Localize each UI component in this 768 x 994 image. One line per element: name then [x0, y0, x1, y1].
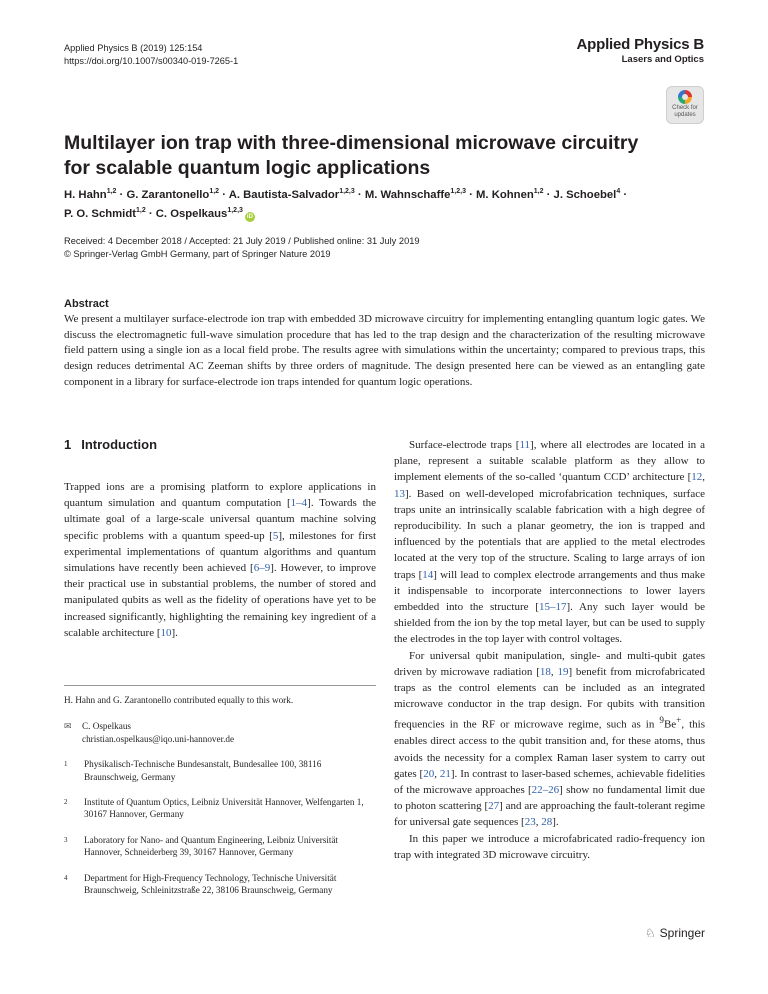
citation-link[interactable]: 27 [488, 800, 500, 813]
citation-link[interactable]: 12 [691, 471, 703, 484]
publication-history: Received: 4 December 2018 / Accepted: 21 July 2019 / Published online: 31 July 2019 [64, 236, 420, 246]
section-number: 1 [64, 437, 72, 452]
contact-name: C. Ospelkaus [82, 721, 131, 732]
publisher-logo [645, 926, 705, 940]
check-for-updates-label: Check for updates [672, 105, 698, 118]
publisher-name: Springer [659, 926, 705, 940]
publication-dates [64, 235, 420, 260]
citation-link[interactable]: 23 [524, 816, 536, 829]
citation-link[interactable]: 5 [272, 529, 279, 542]
author-list: H. Hahn$^{1,2}$ · G. Zarantonello$^{1,2}$ · A. Bautista-Salvador$^{1,2,3}$ · M. Wahnschaffe$^{1,2,3}$ · M. Kohnen$^{1,2}$ · J. Schoebel$^4$ · P. O. Schmidt$^{1,2}$ · C. Ospelkaus$^{1,2,3}$iD [64, 188, 628, 220]
citation-link[interactable]: 18 [539, 665, 551, 678]
springer-horse-icon: ♘ [644, 926, 656, 940]
paragraph: Surface-electrode traps [11], where all electrodes are located in a plane, represent a suitable scalable platform as they allow to implement elements of the so-called ‘quantum CCD’ architecture [12, 13]. Based on well-developed microfabrication techniques, surface traps unite an intrinsically scalable fabrication with a high degree of reproducibility. In such a planar geometry, the ion is trapped and influenced by the potentials that are applied to the metal electrodes located at the very top of the structure. Scaling to large arrays of ion traps [14] will lead to complex electrode arrangements and thus make it indispensable to incorporate interconnections to lower layers embedded into the structure [15–17]. Any such layer would be shielded from the ion by the top metal layer, but can be used to supply the electrodes in the top layer with control voltages. [394, 439, 706, 646]
paragraph: In this paper we introduce a microfabricated radio-frequency ion trap with integrated 3D microwave circuitry. [394, 832, 705, 861]
author[interactable]: M. Wahnschaffe$^{1,2,3}$ [364, 188, 466, 201]
corresponding-author [64, 720, 376, 745]
copyright-notice: © Springer-Verlag GmbH Germany, part of Springer Nature 2019 [64, 248, 331, 259]
journal-brand [577, 36, 704, 65]
citation-link[interactable]: 20 [423, 767, 435, 780]
doi-link[interactable]: https://doi.org/10.1007/s00340-019-7265-1 [64, 56, 239, 66]
journal-subtitle: Lasers and Optics [621, 54, 704, 65]
citation-link[interactable]: 14 [422, 568, 434, 581]
citation-link[interactable]: 22–26 [531, 783, 560, 796]
footnotes [64, 694, 376, 909]
author[interactable]: H. Hahn$^{1,2}$ [64, 188, 117, 201]
citation-link[interactable]: 28 [541, 816, 553, 829]
body-column-right [394, 437, 705, 863]
orcid-icon[interactable]: iD [246, 213, 253, 220]
author[interactable]: P. O. Schmidt$^{1,2}$ [64, 206, 146, 220]
paper-title: Multilayer ion trap with three-dimensional microwave circuitry for scalable quantum logic applications [64, 132, 639, 179]
body-column-left [64, 479, 376, 641]
citation-link[interactable]: 11 [519, 439, 531, 451]
contact-email[interactable]: christian.ospelkaus@iqo.uni-hannover.de [82, 733, 235, 744]
author[interactable]: C. Ospelkaus$^{1,2,3}$ [155, 206, 243, 220]
journal-reference [64, 42, 238, 68]
affiliation: 2 Institute of Quantum Optics, Leibniz Universität Hannover, Welfengarten 1, 30167 Hannover, Germany [64, 797, 364, 820]
section-title: Introduction [81, 437, 158, 452]
section-heading [64, 437, 157, 452]
citation-link[interactable]: 19 [557, 665, 569, 678]
citation-link[interactable]: 13 [394, 487, 405, 500]
affiliation: 1 Physikalisch-Technische Bundesanstalt, Bundesallee 100, 38116 Braunschweig, Germany [64, 759, 322, 782]
citation-link[interactable]: 21 [439, 767, 451, 780]
equal-contribution-note: H. Hahn and G. Zarantonello contributed equally to this work. [64, 695, 294, 705]
citation-link[interactable]: 15–17 [538, 601, 567, 614]
affiliation: 4 Department for High-Frequency Technology, Technische Universität Braunschweig, Schleinitzstraße 22, 38106 Braunschweig, Germany [64, 872, 337, 896]
author[interactable]: M. Kohnen$^{1,2}$ [476, 188, 544, 201]
citation-link[interactable]: 6–9 [253, 562, 271, 575]
author[interactable]: J. Schoebel$^4$ [553, 188, 621, 201]
author[interactable]: A. Bautista-Salvador$^{1,2,3}$ [228, 188, 355, 201]
journal-citation: Applied Physics B (2019) 125:154 [64, 43, 203, 53]
check-for-updates-badge[interactable] [666, 86, 704, 124]
abstract-heading: Abstract [64, 298, 109, 310]
author[interactable]: G. Zarantonello$^{1,2}$ [126, 188, 220, 201]
affiliation: 3 Laboratory for Nano- and Quantum Engineering, Leibniz Universität Hannover, Schneiderberg 39, 30167 Hannover, Germany [64, 834, 339, 858]
check-for-updates-icon [678, 90, 692, 104]
paragraph: Trapped ions are a promising platform to explore applications in quantum simulation and quantum computation [1–4]. Towards the ultimate goal of a large-scale universal quantum machine solving specific problems with a quantum speed-up [5], milestones for first experimental implementations of quantum algorithms and quantum simulations have recently been achieved [6–9]. However, to improve their practical use in substantial problems, the number of stored and manipulated qubits as well as the fidelity of operations have yet to be increased significantly, highlighting the remaining key ingredient of a scalable architecture [10]. [64, 481, 377, 639]
abstract-text: We present a multilayer surface-electrode ion trap with embedded 3D microwave circuitry for implementing entangling quantum logic gates. We discuss the electromagnetic full-wave simulation procedure that has led to the trap design and the characterization of the resulting microwave field pattern using a single ion as a local field probe. The results agree with simulations within the uncertainty; compared to previous traps, this design reduces detrimental AC Zeeman shifts by three orders of magnitude. The design presented here can be viewed as an entangling gate component in a library for surface-electrode ion traps intended for quantum logic operations. [64, 313, 705, 388]
journal-name: Applied Physics B [576, 36, 704, 53]
footnote-divider [64, 685, 376, 686]
citation-link[interactable]: 1–4 [290, 497, 308, 510]
envelope-icon: ✉ [64, 721, 72, 732]
citation-link[interactable]: 10 [160, 626, 172, 639]
paragraph: For universal qubit manipulation, single- and multi-qubit gates driven by microwave radiation [18, 19] benefit from microfabricated traps as the control elements can be included as an integrated microwave conductor in the trap design. For qubits with transition frequencies in the RF or microwave regime, such as in $^9$Be+, this enables direct access to the qubit transition and, for these atoms, thus avoids the necessity for a complex Raman laser system to carry out gates [20, 21]. In contrast to laser-based schemes, achievable fidelities of the microwave approaches [22–26] show no fundamental limit due to photon scattering [27] and are approaching the fault-tolerant regime for universal gate sequences [23, 28]. [394, 649, 706, 829]
